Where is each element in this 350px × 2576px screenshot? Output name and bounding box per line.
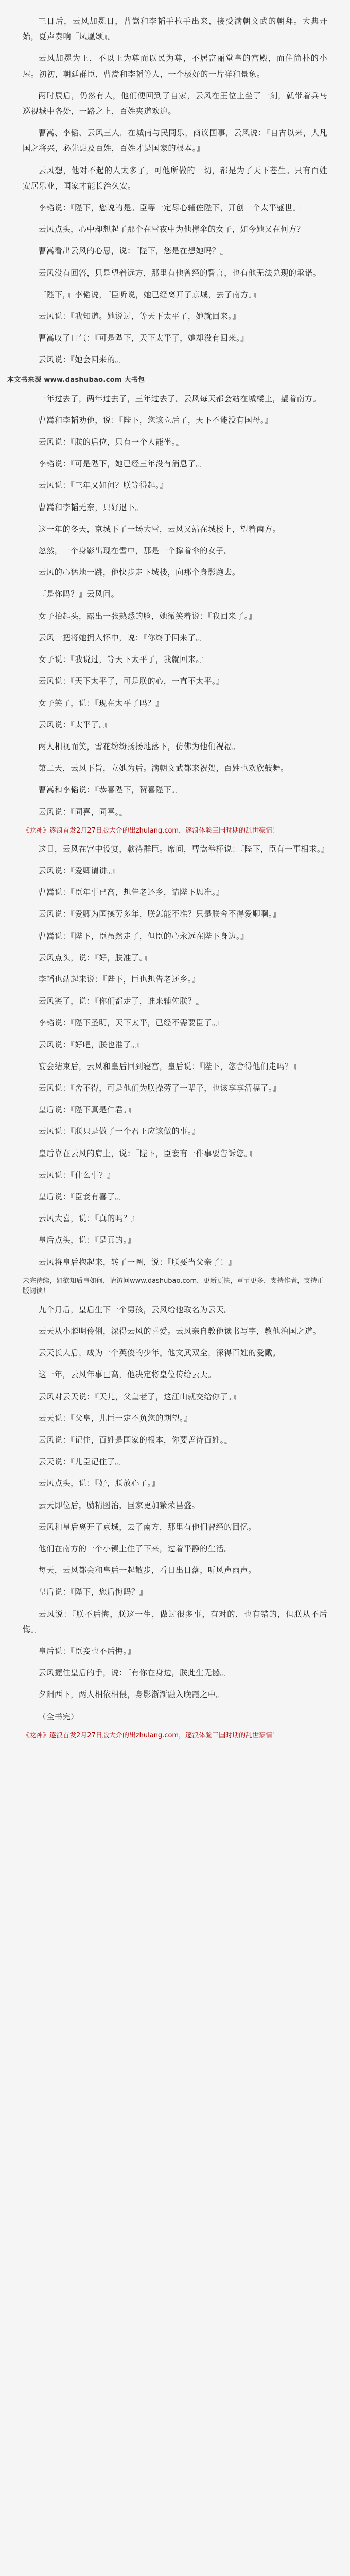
paragraph: 曹嵩说：『臣年事已高，想告老还乡，请陛下恩准。』 bbox=[38, 888, 224, 897]
promo-notice: 《龙神》逐浪首发2月27日版大介的出zhulang.com，逐浪体验三国时期的乱世豪情！ bbox=[23, 826, 279, 835]
paragraph: 云风说：『好吧，朕也准了。』 bbox=[38, 1040, 144, 1049]
paragraph: 云风想，他对不起的人太多了，可他所做的一切，都是为了天下苍生。只有百姓安居乐业，国家才能长治久安。 bbox=[23, 165, 327, 191]
paragraph: 这日，云风在宫中设宴，款待群臣。席间，曹嵩举杯说：『陛下，臣有一事相求。』 bbox=[38, 844, 329, 854]
paragraph: 云风将皇后抱起来，转了一圈，说：『朕要当父亲了！』 bbox=[38, 1257, 236, 1267]
paragraph: 李韬说：『可是陛下，她已经三年没有消息了。』 bbox=[38, 459, 208, 469]
paragraph: 两时辰后，仍然有人，他们便回到了自家，云风在王位上坐了一刻，就带着兵马巡视城中各处，一路之上，百姓夹道欢迎。 bbox=[23, 91, 327, 116]
paragraph: 皇后说：『臣妾也不后悔。』 bbox=[38, 1647, 136, 1656]
paragraph: 曹嵩和李韬无奈，只好退下。 bbox=[38, 502, 144, 512]
paragraph: 云风说：『朕只是做了一个君王应该做的事。』 bbox=[38, 1127, 200, 1137]
paragraph: 皇后说：『陛下，您后悔吗？』 bbox=[38, 1587, 148, 1597]
paragraph: 云风说：『同喜，同喜。』 bbox=[38, 807, 128, 817]
paragraph: 云风的心猛地一跳，他快步走下城楼，向那个身影跑去。 bbox=[38, 568, 240, 578]
paragraph: 李韬说：『陛下圣明，天下太平，已经不需要臣了。』 bbox=[38, 1018, 224, 1028]
paragraph: 女子抬起头，露出一张熟悉的脸，她微笑着说：『我回来了。』 bbox=[38, 611, 257, 621]
paragraph: 云风和皇后离开了京城，去了南方，那里有他们曾经的回忆。 bbox=[38, 1522, 256, 1532]
paragraph: 云天从小聪明伶俐，深得云风的喜爱。云风亲自教他读书写字，教他治国之道。 bbox=[38, 1326, 321, 1336]
paragraph: 云天长大后，成为一个英俊的少年。他文武双全，深得百姓的爱戴。 bbox=[38, 1348, 281, 1358]
paragraph: 云风握住皇后的手，说：『有你在身边，朕此生无憾。』 bbox=[38, 1668, 233, 1678]
paragraph: 一年过去了，两年过去了，三年过去了。云风每天都会站在城楼上，望着南方。 bbox=[38, 394, 321, 403]
paragraph: 曹嵩看出云风的心思，说：『陛下，您是在想她吗？』 bbox=[38, 246, 229, 256]
paragraph: 云风说：『太平了。』 bbox=[38, 720, 112, 730]
paragraph: 李韬也站起来说：『陛下，臣也想告老还乡。』 bbox=[38, 974, 200, 984]
section-a bbox=[23, 13, 327, 368]
paragraph: 云天说：『父皇，儿臣一定不负您的期望。』 bbox=[38, 1413, 192, 1423]
paragraph: 云天说：『儿臣记住了。』 bbox=[38, 1457, 128, 1467]
paragraph: 云风说：『舍不得，可是他们为朕操劳了一辈子，也该享享清福了。』 bbox=[38, 1083, 281, 1093]
paragraph: 『陛下，』李韬说，『臣听说，她已经离开了京城，去了南方。』 bbox=[38, 290, 261, 299]
paragraph: 云风笑了，说：『你们都走了，谁来辅佐朕？』 bbox=[38, 996, 204, 1006]
paragraph: 曹嵩和李韬劝他，说：『陛下，您该立后了，天下不能没有国母。』 bbox=[38, 415, 273, 425]
paragraph: 云风点头，说：『好，朕放心了。』 bbox=[38, 1479, 160, 1488]
paragraph: 云风说：『她会回来的。』 bbox=[38, 355, 128, 365]
paragraph: 曹嵩叹了口气：『可是陛下，天下太平了，她却没有回来。』 bbox=[38, 333, 249, 343]
paragraph: 云风一把将她拥入怀中，说：『你终于回来了。』 bbox=[38, 633, 208, 642]
section-d bbox=[23, 1302, 327, 1703]
paragraph: 云风说：『天下太平了，可是朕的心，一直不太平。』 bbox=[38, 676, 224, 686]
paragraph: 云风说：『记住，百姓是国家的根本，你要善待百姓。』 bbox=[38, 1435, 233, 1445]
paragraph: 三日后，云风加冕日，曹嵩和李韬手拉手出来，接受满朝文武的朝拜。大典开始，夏声奏响『凤凰颂』。 bbox=[23, 16, 327, 42]
paragraph: 曹嵩说：『陛下，臣虽然走了，但臣的心永远在陛下身边。』 bbox=[38, 931, 249, 941]
paragraph: 『是你吗？』云风问。 bbox=[38, 589, 119, 599]
paragraph: 云风加冕为王，不以王为尊而以民为尊，不居富丽堂皇的宫殿，而住简朴的小屋。初初，朝廷群臣，曹嵩和李韬等人，一个极好的一片祥和景象。 bbox=[23, 54, 327, 79]
paragraph: 皇后说：『陛下真是仁君。』 bbox=[38, 1105, 136, 1115]
paragraph: 九个月后，皇后生下一个男孩，云风给他取名为云天。 bbox=[38, 1304, 232, 1314]
paragraph: 曹嵩和李韬说：『恭喜陛下，贺喜陛下。』 bbox=[38, 785, 184, 795]
paragraph: 李韬说：『陛下，您说的是。臣等一定尽心辅佐陛下，开创一个太平盛世。』 bbox=[38, 203, 305, 213]
paragraph: 云风说：『朕不后悔，朕这一生，做过很多事，有对的，也有错的，但朕从不后悔。』 bbox=[23, 1609, 327, 1634]
paragraph: 夕阳西下，两人相依相偎，身影渐渐融入晚霞之中。 bbox=[38, 1690, 224, 1700]
paragraph: 两人相视而笑，雪花纷纷扬扬地落下，仿佛为他们祝福。 bbox=[38, 741, 240, 751]
paragraph: 云风说：『什么事？』 bbox=[38, 1170, 115, 1180]
continue-notice: 未完待续，如欲知后事如何，请访问www.dashubao.com，更新更快，章节更多，支持作者，支持正版阅读！ bbox=[23, 1277, 324, 1295]
paragraph: 云风说：『三年又如何？朕等得起。』 bbox=[38, 481, 168, 490]
paragraph: 第二天，云风下旨，立她为后。满朝文武都来祝贺，百姓也欢欣鼓舞。 bbox=[38, 764, 289, 773]
paragraph: 曹嵩、李韬、云风三人，在城南与民同乐，商议国事，云风说：『自古以来，大凡国之将兴，必先惠及百姓，百姓才是国家的根本。』 bbox=[23, 128, 327, 154]
paragraph: 云风说：『爱卿请讲。』 bbox=[38, 866, 119, 875]
watermark-text: 本文书来源 www.dashubao.com 大书包 bbox=[7, 376, 145, 384]
paragraph: 云风对云天说：『天儿，父皇老了，这江山就交给你了。』 bbox=[38, 1392, 241, 1401]
paragraph: 这一年，云风年事已高，他决定将皇位传给云天。 bbox=[38, 1370, 216, 1380]
paragraph: 女子说：『我说过，等天下太平了，我就回来。』 bbox=[38, 655, 208, 665]
paragraph: 云风大喜，说：『真的吗？』 bbox=[38, 1214, 139, 1224]
section-c bbox=[23, 841, 327, 1270]
paragraph: 云风点头，心中却想起了那个在雪夜中为他撑伞的女子，如今她又在何方？ bbox=[38, 225, 305, 234]
paragraph: 皇后说：『臣妾有喜了。』 bbox=[38, 1192, 128, 1201]
paragraph: 忽然，一个身影出现在雪中，那是一个撑着伞的女子。 bbox=[38, 546, 232, 556]
paragraph: 云风没有回答，只是望着远方，那里有他曾经的誓言，也有他无法兑现的承诺。 bbox=[38, 268, 321, 278]
paragraph: 女子笑了，说：『现在太平了吗？』 bbox=[38, 698, 164, 708]
closing-text: （全书完） bbox=[38, 1711, 79, 1721]
paragraph: 皇后点头，说：『是真的。』 bbox=[38, 1235, 136, 1245]
paragraph: 云风说：『我知道。她说过，等天下太平了，她就回来。』 bbox=[38, 312, 241, 321]
paragraph: 云天即位后，励精图治，国家更加繁荣昌盛。 bbox=[38, 1500, 200, 1510]
paragraph: 每天，云风都会和皇后一起散步，看日出日落，听风声雨声。 bbox=[38, 1566, 256, 1575]
promo-notice-bottom: 《龙神》逐浪首发2月27日版大介的出zhulang.com，逐浪体验三国时期的乱世豪情！ bbox=[23, 1731, 279, 1739]
paragraph: 他们在南方的一个小镇上住了下来，过着平静的生活。 bbox=[38, 1544, 232, 1554]
paragraph: 宴会结束后，云风和皇后回到寝宫，皇后说：『陛下，您舍得他们走吗？』 bbox=[38, 1061, 301, 1071]
paragraph: 这一年的冬天，京城下了一场大雪，云风又站在城楼上，望着南方。 bbox=[38, 524, 281, 534]
paragraph: 云风点头，说：『好，朕准了。』 bbox=[38, 953, 152, 962]
paragraph: 皇后靠在云风的肩上，说：『陛下，臣妾有一件事要告诉您。』 bbox=[38, 1148, 257, 1158]
paragraph: 云风说：『朕的后位，只有一个人能坐。』 bbox=[38, 437, 184, 447]
paragraph: 云风说：『爱卿为国操劳多年，朕怎能不准？只是朕舍不得爱卿啊。』 bbox=[38, 909, 281, 919]
section-b bbox=[23, 391, 327, 820]
